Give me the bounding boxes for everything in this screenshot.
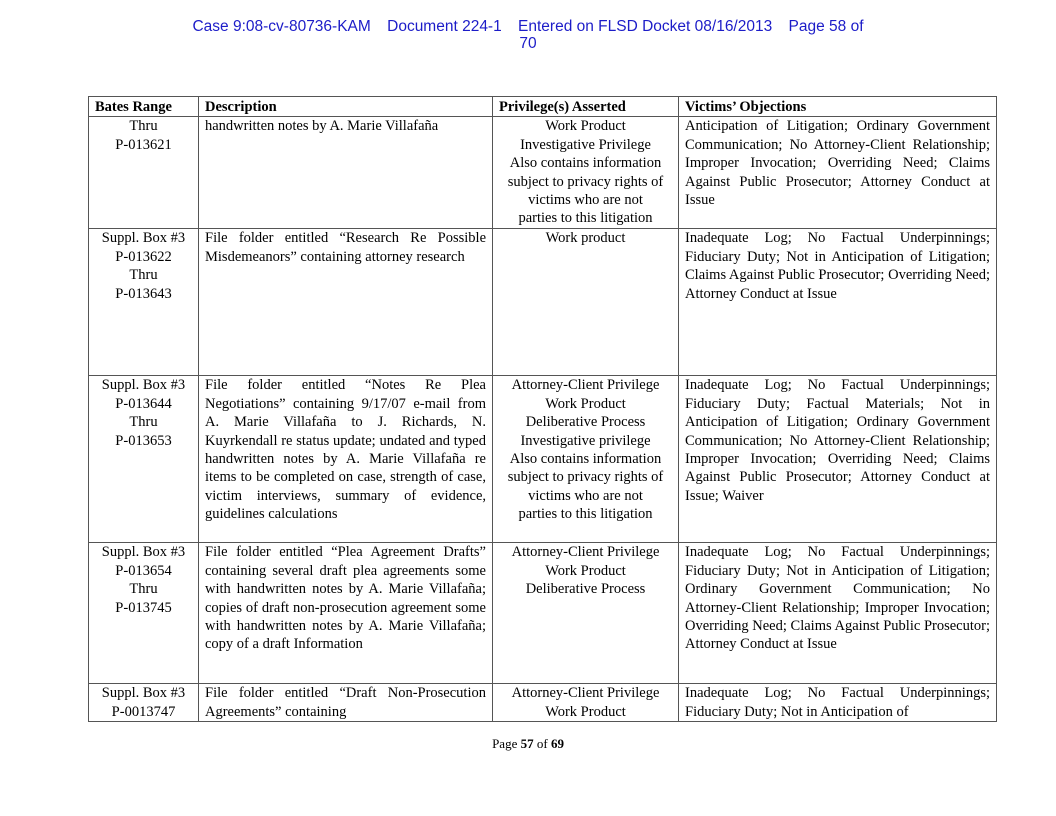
col-header-bates: Bates Range xyxy=(89,97,199,117)
bates-line: Suppl. Box #3 xyxy=(101,377,186,394)
privilege-line: Deliberative Process xyxy=(525,414,646,431)
description-cell: File folder entitled “Research Re Possible Misdemeanors” containing attorney research xyxy=(199,229,493,376)
privilege-line: Attorney-Client Privilege xyxy=(511,377,660,394)
bates-line: P-013643 xyxy=(115,285,172,302)
page-footer xyxy=(0,736,1056,752)
table-row xyxy=(89,229,997,376)
footer-page-number: 57 xyxy=(520,736,534,751)
objections-cell: Inadequate Log; No Factual Underpinnings; Fiduciary Duty; Not in Anticipation of Litigation; Ordinary Government Communication; No Attorney-Client Relationship; Improper Invocation; Overriding Need; Claims Against Public Prosecutor; Attorney Conduct at Issue xyxy=(679,543,997,684)
description-cell: File folder entitled “Notes Re Plea Negotiations” containing 9/17/07 e-mail from A. Marie Villafaña to J. Richards, N. Kuyrkendall re status update; undated and typed handwritten notes by A. Marie Villafaña re items to be completed on case, strength of case, victim interviews, summary of evidence, guidelines calculations xyxy=(199,376,493,543)
privilege-line: Work Product xyxy=(545,562,626,579)
privilege-cell xyxy=(493,117,679,229)
privilege-line: Work Product xyxy=(545,118,626,135)
privilege-line: parties to this litigation xyxy=(518,210,653,227)
table-row xyxy=(89,117,997,229)
bates-line: P-013622 xyxy=(115,248,172,265)
bates-line: Suppl. Box #3 xyxy=(101,230,186,247)
privilege-line: subject to privacy rights of xyxy=(507,469,664,486)
privilege-line: subject to privacy rights of xyxy=(507,173,664,190)
privilege-line: Attorney-Client Privilege xyxy=(511,544,660,561)
bates-line: Suppl. Box #3 xyxy=(101,685,186,702)
bates-line: P-013653 xyxy=(115,432,172,449)
privilege-line: Work product xyxy=(545,230,626,247)
privilege-line: Work Product xyxy=(545,703,626,720)
description-cell: handwritten notes by A. Marie Villafaña xyxy=(199,117,493,229)
bates-cell xyxy=(89,229,199,376)
docket-entry: Entered on FLSD Docket 08/16/2013 xyxy=(518,18,773,35)
bates-line: P-0013747 xyxy=(111,703,176,720)
bates-line: Thru xyxy=(129,267,158,284)
header-line-1 xyxy=(0,18,1056,35)
privilege-cell xyxy=(493,684,679,722)
bates-line: Suppl. Box #3 xyxy=(101,544,186,561)
privilege-cell xyxy=(493,376,679,543)
privilege-cell xyxy=(493,543,679,684)
privilege-cell xyxy=(493,229,679,376)
bates-cell xyxy=(89,376,199,543)
bates-line: P-013745 xyxy=(115,599,172,616)
footer-page-label: Page xyxy=(492,736,518,751)
table-row xyxy=(89,376,997,543)
bates-line: P-013654 xyxy=(115,562,172,579)
col-header-description: Description xyxy=(199,97,493,117)
col-header-objections: Victims’ Objections xyxy=(679,97,997,117)
privilege-line: Deliberative Process xyxy=(525,581,646,598)
document-number: Document 224-1 xyxy=(387,18,502,35)
footer-of-label: of xyxy=(536,736,548,751)
table-header-row xyxy=(89,97,997,117)
privilege-line: Investigative Privilege xyxy=(520,136,651,153)
court-header xyxy=(0,18,1056,52)
bates-line: Thru xyxy=(129,581,158,598)
description-cell: File folder entitled “Plea Agreement Drafts” containing several draft plea agreements some with handwritten notes by A. Marie Villafaña; copies of draft non-prosecution agreement some with handwritten notes by A. Marie Villafaña; copy of a draft Information xyxy=(199,543,493,684)
bates-cell xyxy=(89,543,199,684)
table-row xyxy=(89,543,997,684)
privilege-line: Investigative privilege xyxy=(520,432,651,449)
privilege-line: Also contains information xyxy=(509,155,662,172)
privilege-line: victims who are not xyxy=(528,192,643,209)
privilege-line: victims who are not xyxy=(528,487,643,504)
bates-cell xyxy=(89,684,199,722)
bates-line: Thru xyxy=(129,118,158,135)
bates-line: Thru xyxy=(129,414,158,431)
page-total: 70 xyxy=(519,35,537,52)
bates-cell xyxy=(89,117,199,229)
case-number: Case 9:08-cv-80736-KAM xyxy=(192,18,371,35)
col-header-privilege: Privilege(s) Asserted xyxy=(493,97,679,117)
bates-line: P-013644 xyxy=(115,395,172,412)
privilege-line: parties to this litigation xyxy=(518,506,653,523)
privilege-line: Also contains information xyxy=(509,451,662,468)
page-of: Page 58 of xyxy=(788,18,864,35)
footer-page-total: 69 xyxy=(550,736,564,751)
description-cell: File folder entitled “Draft Non-Prosecution Agreements” containing xyxy=(199,684,493,722)
bates-line: P-013621 xyxy=(115,136,172,153)
table-row xyxy=(89,684,997,722)
privilege-line: Attorney-Client Privilege xyxy=(511,685,660,702)
objections-cell: Inadequate Log; No Factual Underpinnings; Fiduciary Duty; Not in Anticipation of Litigation; Claims Against Public Prosecutor; Overriding Need; Attorney Conduct at Issue xyxy=(679,229,997,376)
privilege-line: Work Product xyxy=(545,395,626,412)
objections-cell: Inadequate Log; No Factual Underpinnings; Fiduciary Duty; Not in Anticipation of xyxy=(679,684,997,722)
objections-cell: Inadequate Log; No Factual Underpinnings; Fiduciary Duty; Factual Materials; Not in Anticipation of Litigation; Ordinary Government Communication; No Attorney-Client Relationship; Improper Invocation; Overriding Need; Claims Against Public Prosecutor; Attorney Conduct at Issue; Waiver xyxy=(679,376,997,543)
objections-cell: Anticipation of Litigation; Ordinary Government Communication; No Attorney-Client Relationship; Improper Invocation; Overriding Need; Claims Against Public Prosecutor; Attorney Conduct at Issue xyxy=(679,117,997,229)
privilege-log-table xyxy=(88,96,997,722)
